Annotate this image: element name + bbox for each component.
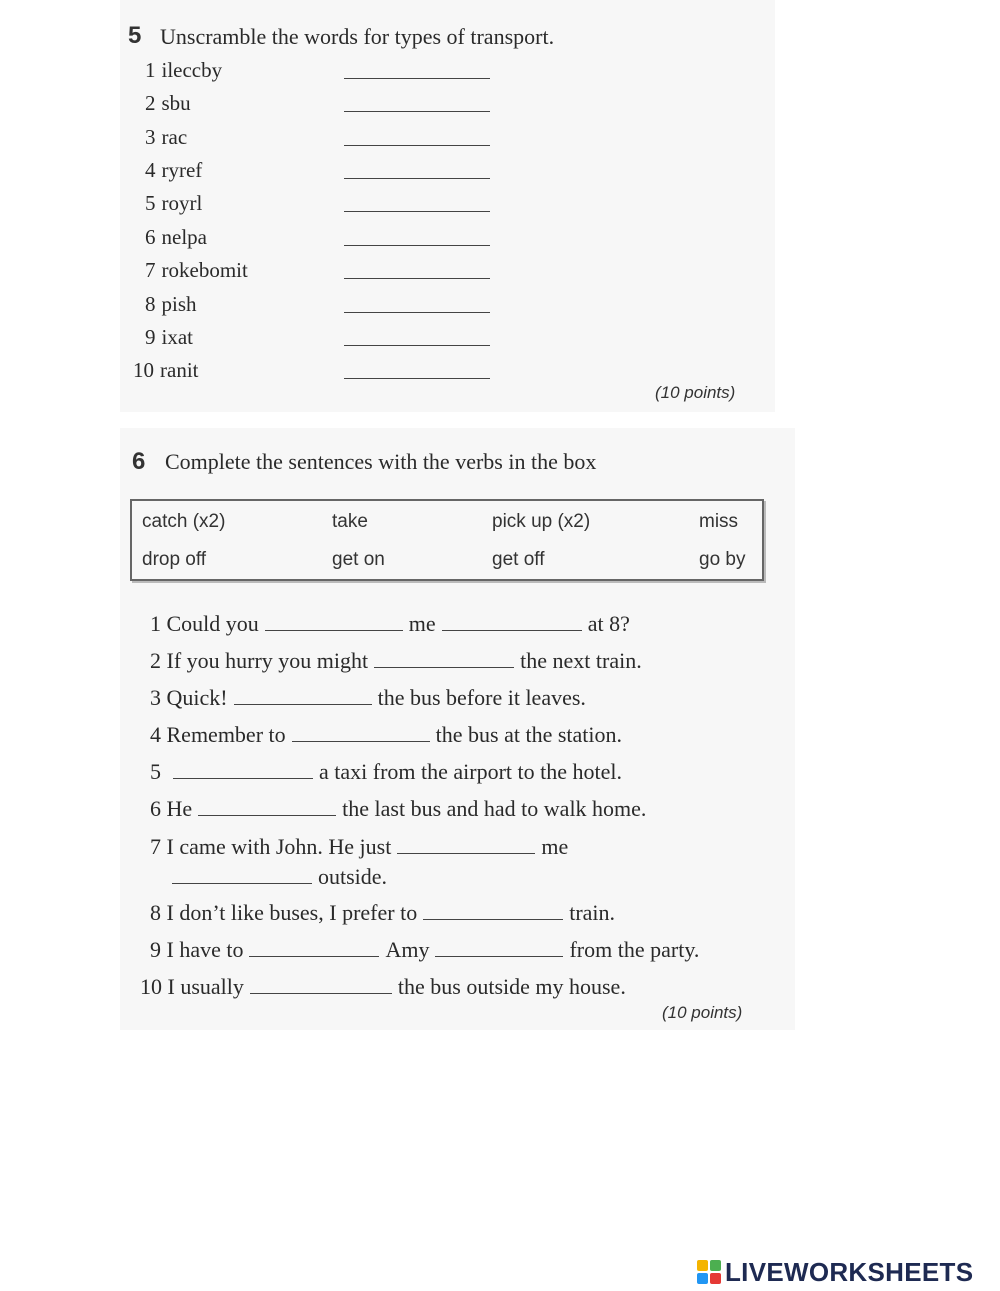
item-number: 10	[133, 358, 154, 382]
verb-option: catch (x2)	[142, 511, 226, 532]
answer-blank[interactable]	[397, 835, 535, 854]
unscramble-item	[145, 292, 197, 317]
answer-blank[interactable]	[292, 723, 430, 742]
answer-blank[interactable]	[423, 901, 563, 920]
answer-blank[interactable]	[198, 797, 336, 816]
sentence-10: 10 I usually the bus outside my house.	[140, 974, 626, 999]
item-number: 6	[145, 225, 156, 249]
sentence-9: 9 I have to Amy from the party.	[150, 937, 700, 962]
verb-option: drop off	[142, 549, 207, 570]
answer-blank[interactable]	[344, 312, 490, 313]
exercise-6-points: (10 points)	[662, 1003, 743, 1022]
exercise-5-points: (10 points)	[655, 383, 736, 402]
exercise-5-instruction: Unscramble the words for types of transport.	[160, 24, 555, 49]
answer-blank[interactable]	[250, 975, 392, 994]
scrambled-word: ixat	[161, 325, 193, 349]
exercise-5-number: 5	[128, 22, 142, 49]
unscramble-item	[145, 91, 191, 116]
sentence-8: 8 I don’t like buses, I prefer to train.	[150, 900, 616, 925]
exercise-6-instruction: Complete the sentences with the verbs in the box	[165, 449, 597, 474]
verb-option: go by	[699, 549, 746, 570]
sentence-6: 6 He the last bus and had to walk home.	[150, 796, 647, 821]
item-number: 9	[145, 325, 156, 349]
item-number: 4	[145, 158, 156, 182]
verb-option: miss	[699, 511, 739, 532]
answer-blank[interactable]	[249, 938, 379, 957]
answer-blank[interactable]	[344, 111, 490, 112]
answer-blank[interactable]	[173, 760, 313, 779]
sentence-5: 5 a taxi from the airport to the hotel.	[150, 759, 623, 784]
item-number: 5	[145, 191, 156, 215]
answer-blank[interactable]	[234, 686, 372, 705]
scrambled-word: ryref	[161, 158, 203, 182]
verb-option: get on	[332, 549, 385, 570]
unscramble-item	[133, 358, 198, 383]
unscramble-item	[145, 191, 202, 216]
answer-blank[interactable]	[442, 612, 582, 631]
scrambled-word: pish	[161, 292, 197, 316]
item-number: 8	[145, 292, 156, 316]
answer-blank[interactable]	[374, 649, 514, 668]
answer-blank[interactable]	[344, 211, 490, 212]
sentence-3: 3 Quick! the bus before it leaves.	[150, 685, 586, 710]
answer-blank[interactable]	[344, 278, 490, 279]
unscramble-item	[145, 225, 207, 250]
sentence-4: 4 Remember to the bus at the station.	[150, 722, 622, 747]
verb-option: pick up (x2)	[492, 511, 591, 532]
scrambled-word: nelpa	[161, 225, 207, 249]
sentence-7-continued: outside.	[168, 864, 387, 890]
scrambled-word: ranit	[160, 358, 199, 382]
unscramble-item	[145, 125, 187, 150]
scrambled-word: sbu	[161, 91, 191, 115]
item-number: 7	[145, 258, 156, 282]
answer-blank[interactable]	[435, 938, 563, 957]
answer-blank[interactable]	[344, 178, 490, 179]
item-number: 2	[145, 91, 156, 115]
scrambled-word: rokebomit	[161, 258, 248, 282]
unscramble-item	[145, 58, 222, 83]
answer-blank[interactable]	[344, 345, 490, 346]
sentence-2: 2 If you hurry you might the next train.	[150, 648, 642, 673]
unscramble-item	[145, 258, 248, 283]
item-number: 3	[145, 125, 156, 149]
sentence-1: 1 Could you me at 8?	[150, 611, 630, 636]
item-number: 1	[145, 58, 156, 82]
answer-blank[interactable]	[344, 78, 490, 79]
unscramble-item	[145, 325, 193, 350]
sentence-7: 7 I came with John. He just me	[150, 834, 569, 859]
answer-blank[interactable]	[344, 378, 490, 379]
exercise-6-number: 6	[132, 448, 146, 475]
answer-blank[interactable]	[265, 612, 403, 631]
verb-option: take	[332, 511, 368, 532]
answer-blank[interactable]	[344, 145, 490, 146]
verb-box	[130, 499, 764, 581]
scrambled-word: royrl	[161, 191, 203, 215]
unscramble-item	[145, 158, 202, 183]
scrambled-word: ileccby	[161, 58, 223, 82]
answer-blank[interactable]	[172, 865, 312, 884]
logo-icon	[697, 1260, 721, 1284]
scrambled-word: rac	[161, 125, 188, 149]
liveworksheets-logo	[697, 1257, 973, 1287]
verb-option: get off	[492, 549, 545, 570]
answer-blank[interactable]	[344, 245, 490, 246]
logo-text: LIVEWORKSHEETS	[725, 1256, 974, 1287]
